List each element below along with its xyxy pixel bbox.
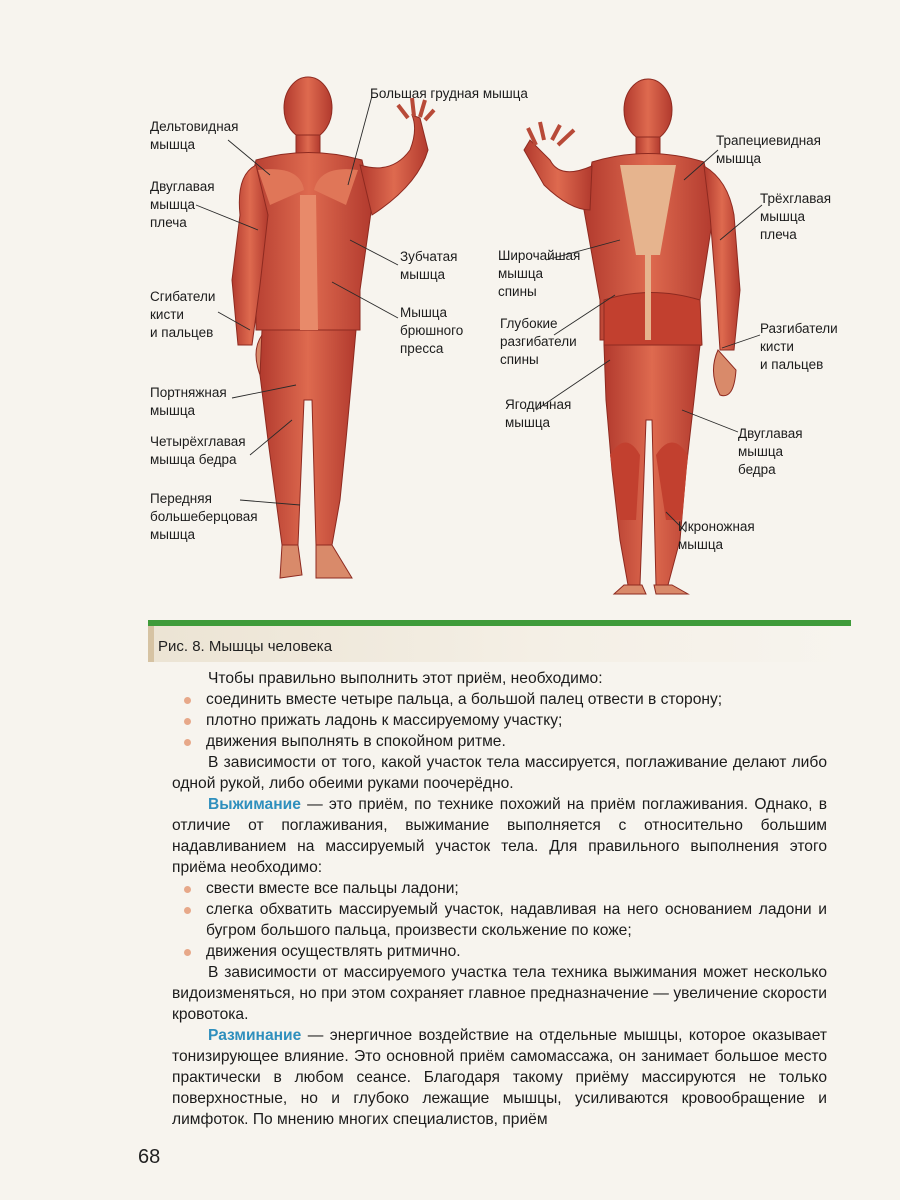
paragraph-squeezing-text: — это приём, по технике похожий на приём поглаживания. Однако, в отличие от поглаживания, выжимание выполняется с относительно большим надавливанием на массируемый участок тела. Для правильного выполнения этого приёма необходимо: [172, 796, 827, 876]
label-flexors: Сгибатели кисти и пальцев [150, 289, 216, 340]
label-triceps: Трёхглавая мышца плеча [760, 191, 832, 242]
label-erector: Глубокие разгибатели спины [500, 316, 577, 367]
paragraph-squeezing [172, 794, 827, 878]
label-sartorius: Портняжная мышца [150, 385, 227, 418]
paragraph-kneading-text: — энергичное воздействие на отдельные мышцы, которое оказывает тонизирующее влияние. Это основной приём самомассажа, он занимает большое место практически в любом сеансе. Благодаря такому приёму массируются не только поверхностные, но и глубоко лежащие мышцы, усиливаются кровообращение и лимфоток. По мнению многих специалистов, приём [172, 1027, 827, 1128]
label-abdominal: Мышца брюшного пресса [400, 305, 464, 356]
figure-caption: Рис. 8. Мышцы человека [158, 638, 333, 655]
paragraph-intro: Чтобы правильно выполнить этот приём, необходимо: [208, 670, 603, 687]
paragraph-squeezing-variation: В зависимости от массируемого участка тела техника выжимания может несколько видоизменяться, но при этом сохраняет главное предназначение — увеличение скорости кровотока. [172, 964, 827, 1023]
term-kneading: Разминание [208, 1027, 302, 1044]
bullet-item: движения выполнять в спокойном ритме. [172, 731, 827, 752]
label-trapezius: Трапециевидная мышца [716, 133, 821, 166]
bullet-item: слегка обхватить массируемый участок, надавливая на него основанием ладони и бугром большого пальца, произвести скольжение по коже; [172, 899, 827, 941]
label-extensors: Разгибатели кисти и пальцев [760, 321, 838, 372]
label-pectoral: Большая грудная мышца [370, 86, 528, 101]
term-squeezing: Выжимание [208, 796, 301, 813]
label-quadriceps: Четырёхглавая мышца бедра [150, 434, 246, 467]
bullet-item: плотно прижать ладонь к массируемому участку; [172, 710, 827, 731]
label-gluteus: Ягодичная мышца [505, 397, 572, 430]
label-serratus: Зубчатая мышца [400, 249, 458, 282]
paragraph-stroking: В зависимости от того, какой участок тела массируется, поглаживание делают либо одной рукой, либо обеими руками поочерёдно. [172, 754, 827, 792]
label-latissimus: Широчайшая мышца спины [498, 248, 581, 299]
bullet-item: свести вместе все пальцы ладони; [172, 878, 827, 899]
label-hamstring: Двуглавая мышца бедра [738, 426, 803, 477]
label-deltoid: Дельтовидная мышца [150, 119, 239, 152]
page-number: 68 [138, 1146, 161, 1168]
paragraph-kneading [172, 1025, 827, 1130]
bullet-item: движения осуществлять ритмично. [172, 941, 827, 962]
body-text [172, 668, 827, 1130]
label-calf: Икроножная мышца [678, 519, 755, 552]
bullet-item: соединить вместе четыре пальца, а большой палец отвести в сторону; [172, 689, 827, 710]
label-biceps: Двуглавая мышца плеча [150, 179, 215, 230]
label-tibialis: Передняя большеберцовая мышца [150, 491, 258, 542]
